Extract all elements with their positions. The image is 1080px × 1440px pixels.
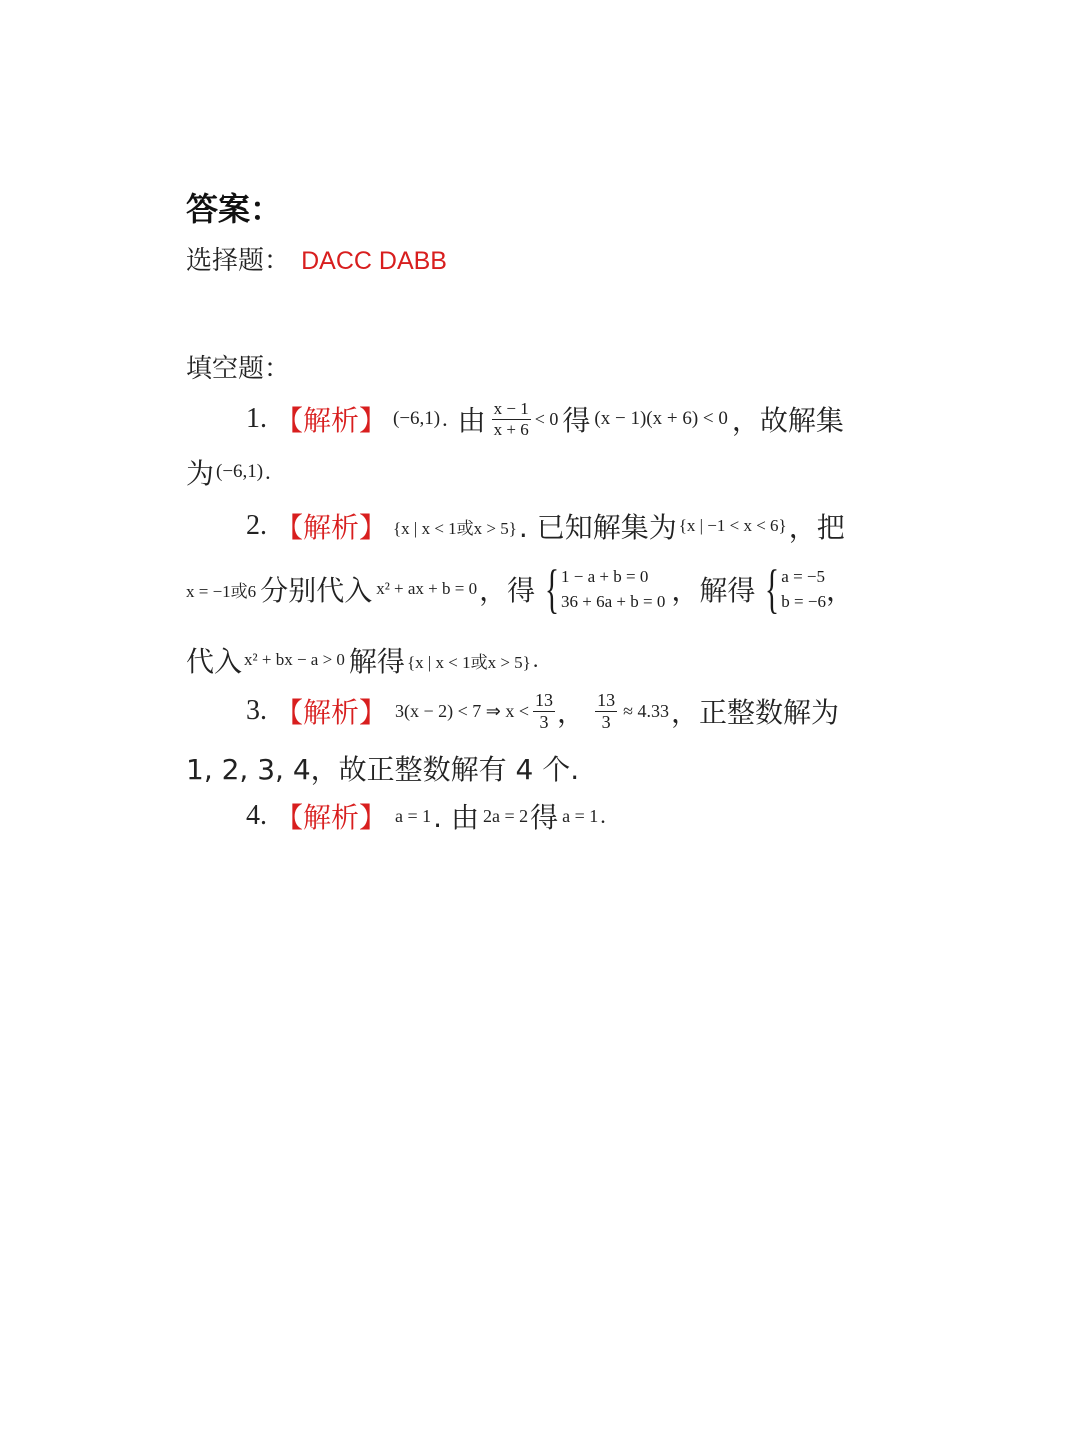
item-1-fraction [492,400,531,439]
item-3-comma: ， [557,696,586,729]
item-2-get: ，得 [479,574,536,607]
item-4-tag: 【解析】 [275,801,388,834]
item-3-fraction-1 [533,691,555,732]
system-1-row-2: 36 + 6a + b = 0 [561,592,666,611]
fraction-numerator: x − 1 [493,398,529,418]
item-3-lhs: 3(x − 2) < 7 ⇒ x < [395,700,530,721]
brace-icon: { [765,559,780,619]
item-1-by: 由 [457,404,486,437]
fraction-numerator: 13 [597,689,616,710]
item-2-known-set: {x | −1 < x < 6} [678,516,787,535]
item-3-line-1 [246,684,839,738]
item-2-system-2 [759,559,826,619]
fraction-denominator: 3 [601,711,611,732]
item-1-final: (−6,1) [216,461,264,482]
item-4-eq: 2a = 2 [482,805,529,826]
item-1-line-2 [186,452,271,492]
item-4-end: . [600,803,606,828]
item-4-by: . 由 [433,801,479,834]
item-1-gives: 得 [562,404,591,437]
choice-label: 选择题： [186,246,291,276]
system-1-row-1: 1 − a + b = 0 [561,566,649,586]
item-2-final: {x | x < 1或x > 5} [406,652,531,672]
item-3-line-2: 1, 2, 3, 4，故正整数解有 4 个. [186,753,580,786]
item-3-rest: ，正整数解为 [670,696,839,729]
item-1-product: (x − 1)(x + 6) < 0 [594,408,728,429]
item-2-sub2: 代入 [186,645,243,678]
item-4-final: a = 1 [562,805,599,826]
item-2-known: . 已知解集为 [518,511,677,544]
item-1-number: 1. [246,403,267,434]
system-2-row-1: a = −5 [781,566,826,586]
item-1-end: . [265,459,271,484]
item-1-result: (−6,1) [393,408,441,429]
item-2-equation: x² + ax + b = 0 [376,579,478,598]
item-2-roots: x = −1或6 [186,581,257,601]
choice-row [186,240,447,277]
item-1-is: 为 [186,457,215,490]
choice-answers: DACC DABB [301,247,447,275]
fraction-denominator: 3 [539,711,549,732]
item-3-number: 3. [246,695,267,726]
item-2-ineq2: x² + bx − a > 0 [244,650,345,669]
item-2-solve: ，解得 [671,574,756,607]
item-2-number: 2. [246,510,267,541]
fraction-denominator: x + 6 [493,419,529,439]
item-2-line-1 [246,504,845,548]
item-4-line-1 [246,794,606,838]
item-2-put: ，把 [788,511,845,544]
item-3-fraction-2 [595,691,617,732]
brace-icon: { [544,559,560,619]
item-3-tag: 【解析】 [275,696,388,729]
item-2-line-3 [186,640,538,680]
item-2-system-1 [539,559,666,619]
item-2-sub-text: 分别代入 [260,574,373,607]
item-2-line-2 [186,556,854,622]
system-2-row-2: b = −6 [781,592,826,611]
item-2-solve2: 解得 [348,645,405,678]
item-2-comma: ， [825,574,854,607]
item-1-dot: . [442,406,448,431]
item-2-result: {x | x < 1或x > 5} [393,518,517,538]
item-3-approx: ≈ 4.33 [623,700,669,721]
item-4-number: 4. [246,800,267,831]
item-1-ineq: < 0 [534,408,559,429]
item-1-therefore: ，故解集 [731,404,844,437]
item-4-result: a = 1 [395,805,432,826]
item-1-line-1 [246,393,844,445]
fill-title: 填空题： [186,354,291,384]
fraction-numerator: 13 [535,689,554,710]
item-2-tag: 【解析】 [275,511,388,544]
item-2-end: . [532,647,539,672]
item-4-gives: 得 [530,801,559,834]
answers-title: 答案： [186,190,283,228]
item-1-tag: 【解析】 [275,404,388,437]
